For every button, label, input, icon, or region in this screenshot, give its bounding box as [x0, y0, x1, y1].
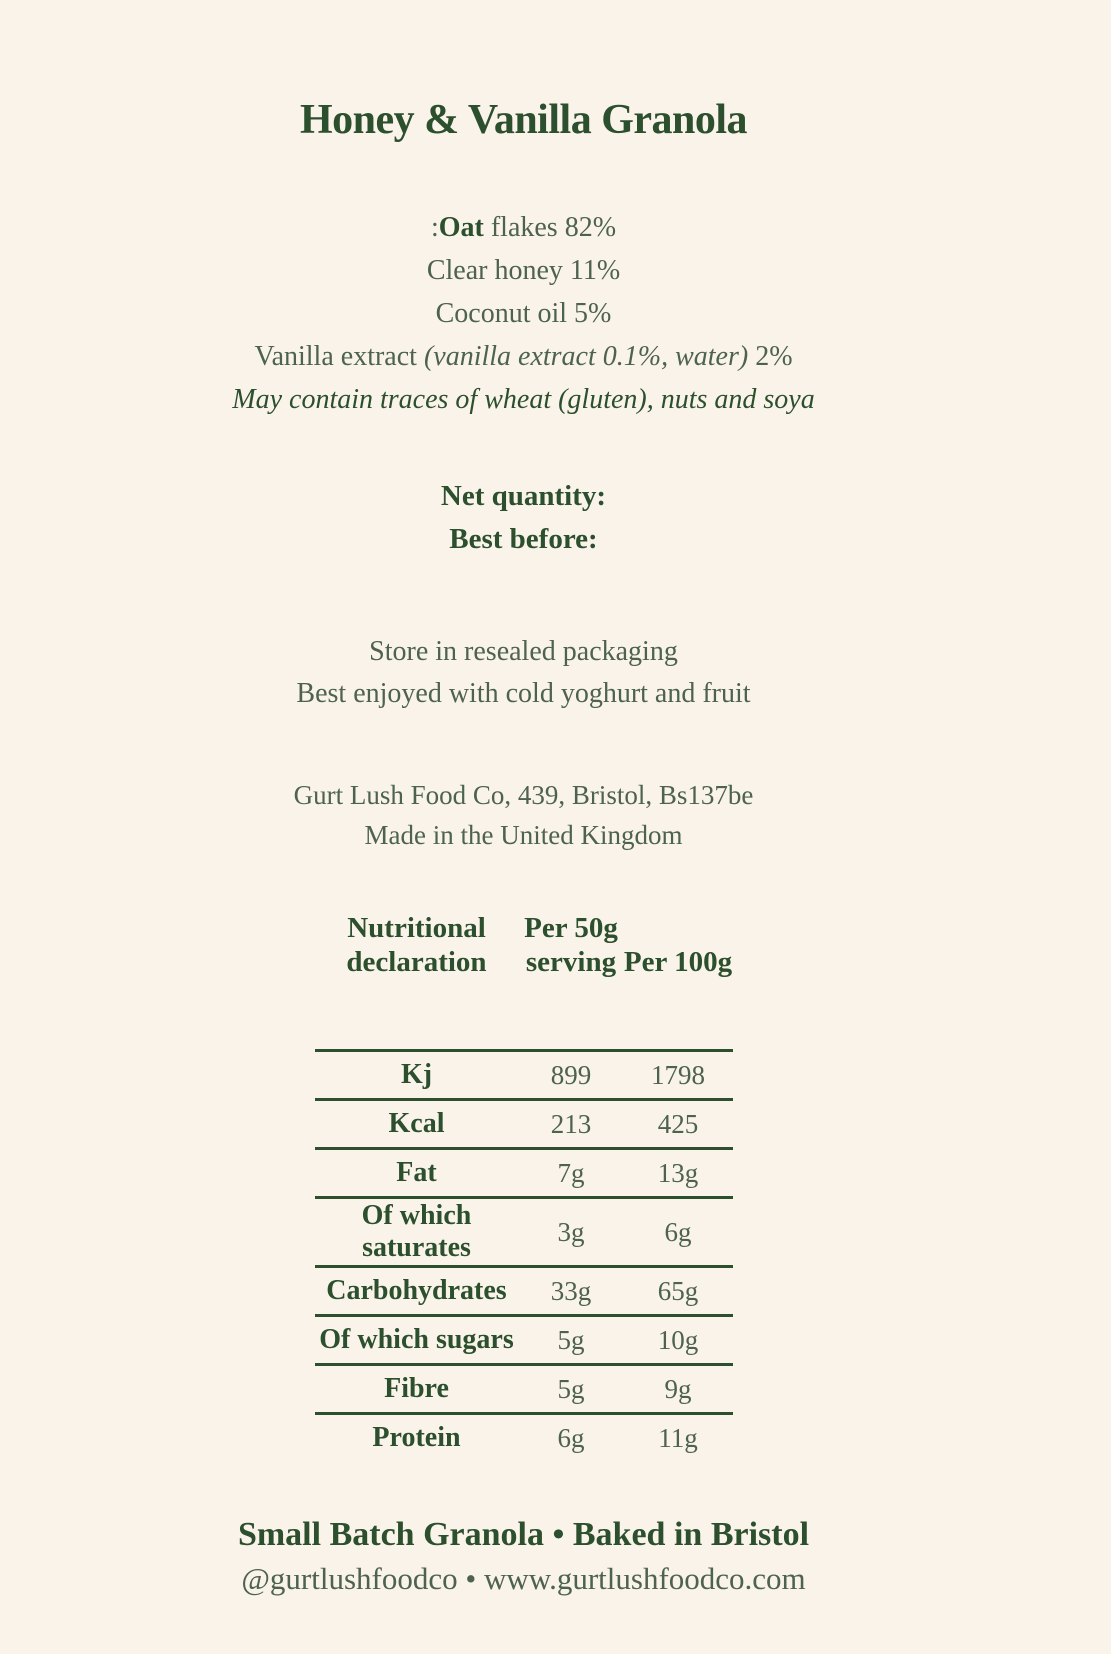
nutrient-name: Of which saturates [361, 1200, 472, 1263]
table-row-fibre [315, 1363, 733, 1412]
nutrient-name: Fibre [384, 1373, 449, 1404]
net-quantity-label: Net quantity: [440, 480, 607, 512]
ingredient-oat-rest: flakes 82% [483, 212, 617, 243]
serving-suggestion: Best enjoyed with cold yoghurt and fruit [296, 678, 751, 709]
per-50g-value: 5g [557, 1373, 585, 1404]
nutrient-name: Of which sugars [319, 1324, 514, 1355]
ingredient-vanilla-extract [0, 335, 1047, 378]
nutrient-name: Carbohydrates [326, 1275, 507, 1306]
nutrient-name: Fat [396, 1157, 437, 1188]
per-100g-value: 1798 [651, 1059, 705, 1090]
column-header-nutritional-declaration: Nutritional declaration [346, 912, 487, 978]
per-50g-value: 7g [557, 1157, 585, 1188]
ingredient-vanilla-start: Vanilla extract [254, 341, 424, 372]
per-100g-value: 11g [658, 1422, 698, 1453]
per-100g-value: 6g [664, 1216, 692, 1247]
ingredient-oat-flakes [0, 206, 1047, 249]
table-row-kj [315, 1049, 733, 1098]
nutrient-name: Kj [400, 1059, 433, 1090]
ingredient-oat-prefix: : [430, 212, 439, 243]
storage-instructions [0, 631, 1047, 715]
social-and-website: @gurtlushfoodco • www.gurtlushfoodco.com [241, 1561, 806, 1596]
pack-declarations [0, 475, 1047, 561]
origin-line: Made in the United Kingdom [364, 820, 683, 850]
ingredient-vanilla-end: 2% [748, 341, 793, 372]
per-100g-value: 13g [657, 1157, 699, 1188]
per-50g-value: 5g [557, 1324, 585, 1355]
per-100g-value: 65g [657, 1275, 699, 1306]
ingredient-clear-honey: Clear honey 11% [426, 255, 621, 286]
table-row-sugars [315, 1314, 733, 1363]
nutrition-table-header [315, 911, 733, 979]
per-50g-value: 6g [557, 1422, 585, 1453]
per-100g-value: 9g [664, 1373, 692, 1404]
per-100g-value: 425 [657, 1108, 699, 1139]
nutrient-name: Protein [372, 1422, 461, 1453]
per-50g-value: 899 [550, 1059, 592, 1090]
producer-address [0, 775, 1047, 855]
nutrient-name: Kcal [388, 1108, 445, 1139]
ingredients-list [0, 206, 1047, 421]
table-row-carbohydrates [315, 1265, 733, 1314]
address-line: Gurt Lush Food Co, 439, Bristol, Bs137be [293, 780, 754, 810]
label-footer [0, 1513, 1047, 1601]
column-header-per-50g: Per 50g serving [524, 912, 618, 978]
table-row-kcal [315, 1098, 733, 1147]
allergen-warning: May contain traces of wheat (gluten), nuts and soya [232, 384, 815, 415]
brand-tagline: Small Batch Granola • Baked in Bristol [237, 1516, 810, 1553]
per-50g-value: 3g [557, 1216, 585, 1247]
per-100g-value: 10g [657, 1324, 699, 1355]
product-title: Honey & Vanilla Granola [299, 97, 748, 143]
column-header-per-100g: Per 100g [623, 946, 733, 978]
ingredient-oat-bold: Oat [438, 212, 484, 243]
table-row-saturates [315, 1196, 733, 1265]
storage-line: Store in resealed packaging [369, 636, 678, 667]
per-50g-value: 213 [550, 1108, 592, 1139]
table-row-protein [315, 1412, 733, 1461]
ingredient-vanilla-detail: (vanilla extract 0.1%, water) [423, 341, 749, 372]
table-row-fat [315, 1147, 733, 1196]
nutrition-table [315, 911, 733, 1461]
ingredient-coconut-oil: Coconut oil 5% [435, 298, 612, 329]
best-before-label: Best before: [449, 523, 598, 555]
per-50g-value: 33g [550, 1275, 592, 1306]
